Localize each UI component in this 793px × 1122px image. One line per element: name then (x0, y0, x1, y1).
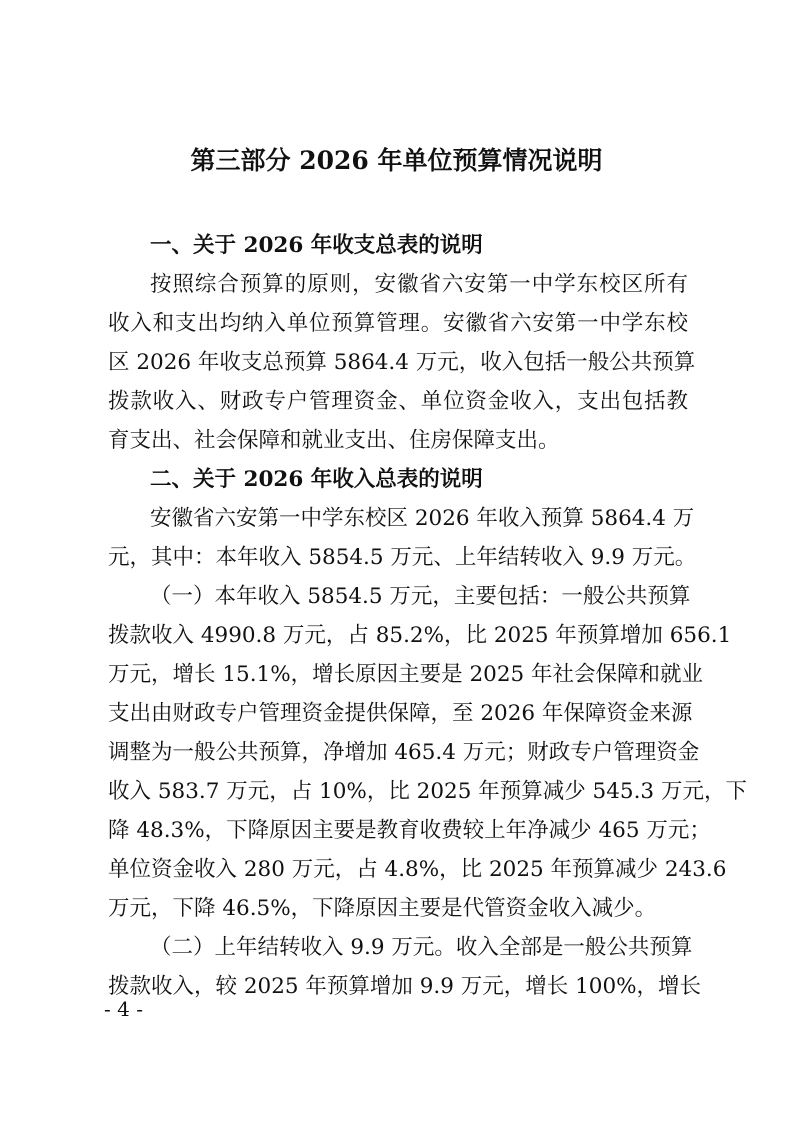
paragraph-line: 调整为一般公共预算，净增加 465.4 万元；财政专户管理资金 (108, 740, 700, 765)
paragraph-line: 拨款收入、财政专户管理资金、单位资金收入，支出包括教 (108, 389, 688, 414)
paragraph-line: 降 48.3%，下降原因主要是教育收费较上年净减少 465 万元； (108, 818, 711, 843)
paragraph-line: 安徽省六安第一中学东校区 2026 年收入预算 5864.4 万 (150, 506, 695, 531)
paragraph-line: 收入 583.7 万元，占 10%，比 2025 年预算减少 545.3 万元，下 (108, 779, 747, 804)
paragraph-line: 万元，增长 15.1%，增长原因主要是 2025 年社会保障和就业 (108, 662, 704, 687)
paragraph-line: 拨款收入 4990.8 万元，占 85.2%，比 2025 年预算增加 656.1 (108, 623, 732, 648)
section-heading-1: 一、关于 2026 年收支总表的说明 (150, 233, 483, 258)
paragraph-line: （二）上年结转收入 9.9 万元。收入全部是一般公共预算 (150, 935, 693, 960)
paragraph-line: 按照综合预算的原则，安徽省六安第一中学东校区所有 (150, 272, 688, 297)
paragraph-line: 拨款收入，较 2025 年预算增加 9.9 万元，增长 100%，增长 (108, 974, 702, 999)
paragraph-line: 区 2026 年收支总预算 5864.4 万元，收入包括一般公共预算 (108, 350, 696, 375)
paragraph-line: 收入和支出均纳入单位预算管理。安徽省六安第一中学东校 (108, 311, 688, 336)
paragraph-line: 元，其中：本年收入 5854.5 万元、上年结转收入 9.9 万元。 (108, 545, 697, 570)
page-number: - 4 - (104, 997, 143, 1021)
paragraph-line: 支出由财政专户管理资金提供保障，至 2026 年保障资金来源 (108, 701, 693, 726)
page-title: 第三部分 2026 年单位预算情况说明 (190, 146, 603, 175)
paragraph-line: 万元，下降 46.5%，下降原因主要是代管资金收入减少。 (108, 896, 657, 921)
paragraph-line: 育支出、社会保障和就业支出、住房保障支出。 (108, 428, 560, 453)
paragraph-line: （一）本年收入 5854.5 万元，主要包括：一般公共预算 (150, 584, 691, 609)
paragraph-line: 单位资金收入 280 万元，占 4.8%，比 2025 年预算减少 243.6 (108, 857, 727, 882)
section-heading-2: 二、关于 2026 年收入总表的说明 (150, 467, 483, 492)
